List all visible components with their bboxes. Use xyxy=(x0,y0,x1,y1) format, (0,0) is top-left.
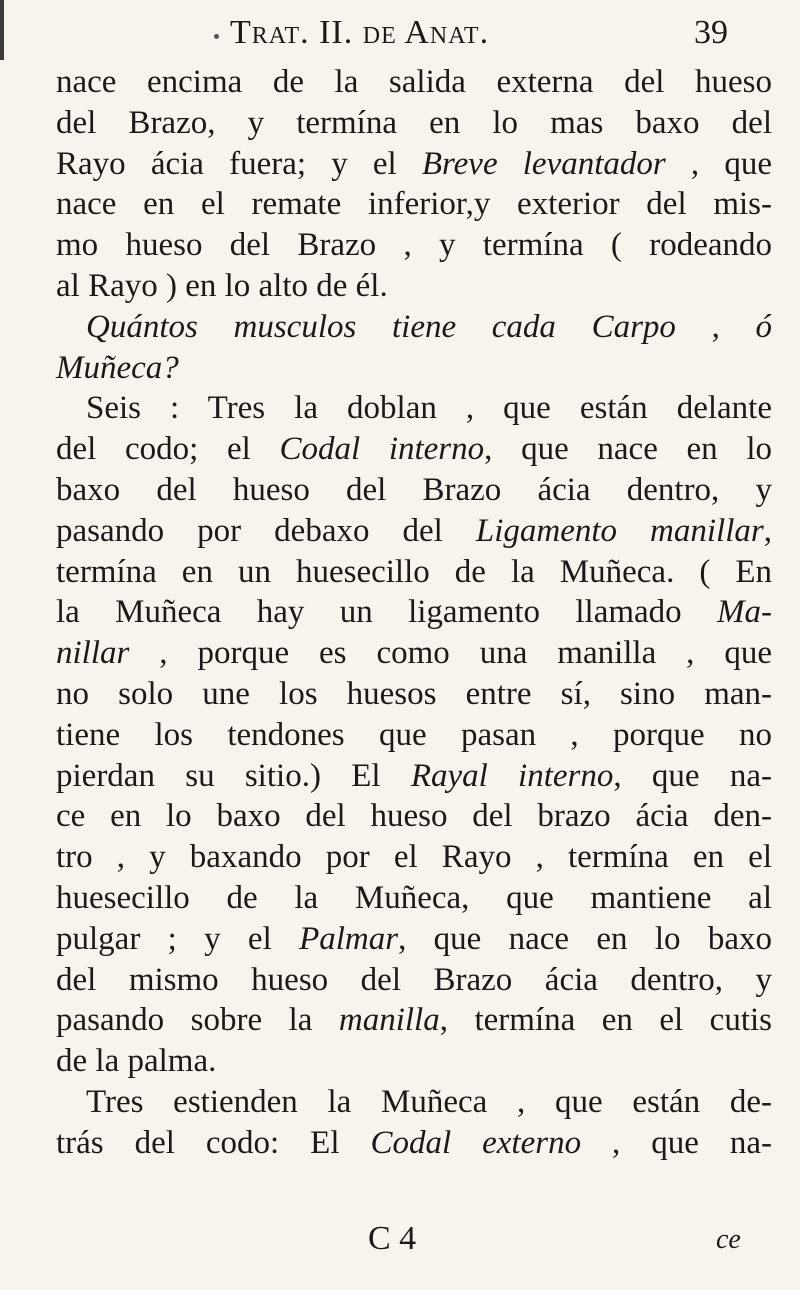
running-head-title: Trat. II. de Anat. xyxy=(230,14,490,51)
italic-term: ó xyxy=(755,308,772,345)
text-segment: termína en un huesecillo de la Muñeca. ( En xyxy=(56,553,772,590)
text-line xyxy=(56,144,772,185)
text-segment: , porque es como una manilla , que xyxy=(129,635,772,672)
text-segment: , que nace en lo baxo xyxy=(398,920,772,957)
page-footer xyxy=(0,1220,800,1264)
text-segment: pasando por debaxo del xyxy=(56,512,476,549)
text-segment: , que nace en lo xyxy=(484,431,772,468)
text-segment: pierdan su sitio.) El xyxy=(56,757,411,794)
text-segment: , que xyxy=(665,145,772,182)
text-line xyxy=(56,266,772,307)
text-line xyxy=(56,919,772,960)
text-line xyxy=(56,388,772,429)
text-segment: la Muñeca hay un ligamento llamado xyxy=(56,594,718,631)
text-line xyxy=(56,225,772,266)
text-segment: Seis : Tres la doblan , que están delante xyxy=(86,390,772,427)
text-segment: tro , y baxando por el Rayo , termína en el xyxy=(56,839,772,876)
text-line xyxy=(56,1082,772,1123)
text-segment: del mismo hueso del Brazo ácia dentro, y xyxy=(56,961,772,998)
italic-term: nillar xyxy=(56,635,130,672)
italic-term: Muñeca? xyxy=(56,349,179,386)
text-line xyxy=(56,674,772,715)
text-segment: nace en el remate inferior,y exterior del mis- xyxy=(56,186,772,223)
text-line xyxy=(56,62,772,103)
text-segment: , xyxy=(763,512,772,549)
body-text xyxy=(56,62,772,1164)
text-segment: pulgar ; y el xyxy=(56,920,300,957)
text-line xyxy=(56,1000,772,1041)
italic-term: Ma- xyxy=(717,594,772,631)
text-segment: baxo del hueso del Brazo ácia dentro, y xyxy=(56,471,772,508)
italic-term: Codal interno xyxy=(279,431,485,468)
text-line xyxy=(56,103,772,144)
text-line xyxy=(56,184,772,225)
text-segment: nace encima de la salida externa del hueso xyxy=(56,64,772,100)
italic-term: Rayal interno xyxy=(410,757,614,794)
text-line xyxy=(56,1123,772,1164)
text-line xyxy=(56,960,772,1001)
text-segment: Rayo ácia fuera; y el xyxy=(56,145,422,182)
text-segment: , que na- xyxy=(581,1124,772,1161)
text-segment: del Brazo, y termína en lo mas baxo del xyxy=(56,104,772,141)
italic-term: Quántos musculos tiene cada Carpo xyxy=(86,308,676,345)
italic-term: Ligamento manillar xyxy=(475,512,764,549)
text-line xyxy=(56,1041,772,1082)
header-dot xyxy=(214,34,219,39)
text-segment: , termína en el cutis xyxy=(439,1002,772,1039)
signature-mark: C 4 xyxy=(368,1220,417,1257)
text-line xyxy=(56,307,772,348)
text-segment: tiene los tendones que pasan , porque no xyxy=(56,716,772,753)
text-segment: trás del codo: El xyxy=(56,1124,371,1161)
text-segment: del codo; el xyxy=(56,431,280,468)
text-segment: al Rayo ) en lo alto de él. xyxy=(56,267,388,304)
text-line xyxy=(56,511,772,552)
text-segment: mo hueso del Brazo , y termína ( rodeando xyxy=(56,227,772,264)
text-line xyxy=(56,592,772,633)
text-segment: pasando sobre la xyxy=(56,1002,339,1039)
text-segment: Tres estienden la Muñeca , que están de- xyxy=(86,1083,772,1120)
italic-term: manilla xyxy=(338,1002,440,1039)
italic-term: Breve levantador xyxy=(421,145,666,182)
text-segment: ce en lo baxo del hueso del brazo ácia den- xyxy=(56,798,772,835)
text-line xyxy=(56,348,772,389)
text-line xyxy=(56,756,772,797)
italic-term: Palmar xyxy=(299,920,399,957)
text-segment: , xyxy=(675,308,756,345)
text-line xyxy=(56,633,772,674)
text-segment: , que na- xyxy=(613,757,772,794)
text-line xyxy=(56,715,772,756)
text-segment: no solo une los huesos entre sí, sino man- xyxy=(56,675,772,712)
page-number: 39 xyxy=(694,14,728,51)
text-line xyxy=(56,470,772,511)
text-line xyxy=(56,796,772,837)
text-line xyxy=(56,429,772,470)
running-header xyxy=(0,14,800,58)
text-segment: de la palma. xyxy=(56,1043,217,1080)
text-line xyxy=(56,837,772,878)
italic-term: Codal externo xyxy=(370,1124,582,1161)
catchword: ce xyxy=(716,1224,741,1255)
text-line xyxy=(56,552,772,593)
text-line xyxy=(56,878,772,919)
text-segment: huesecillo de la Muñeca, que mantiene al xyxy=(56,879,772,916)
